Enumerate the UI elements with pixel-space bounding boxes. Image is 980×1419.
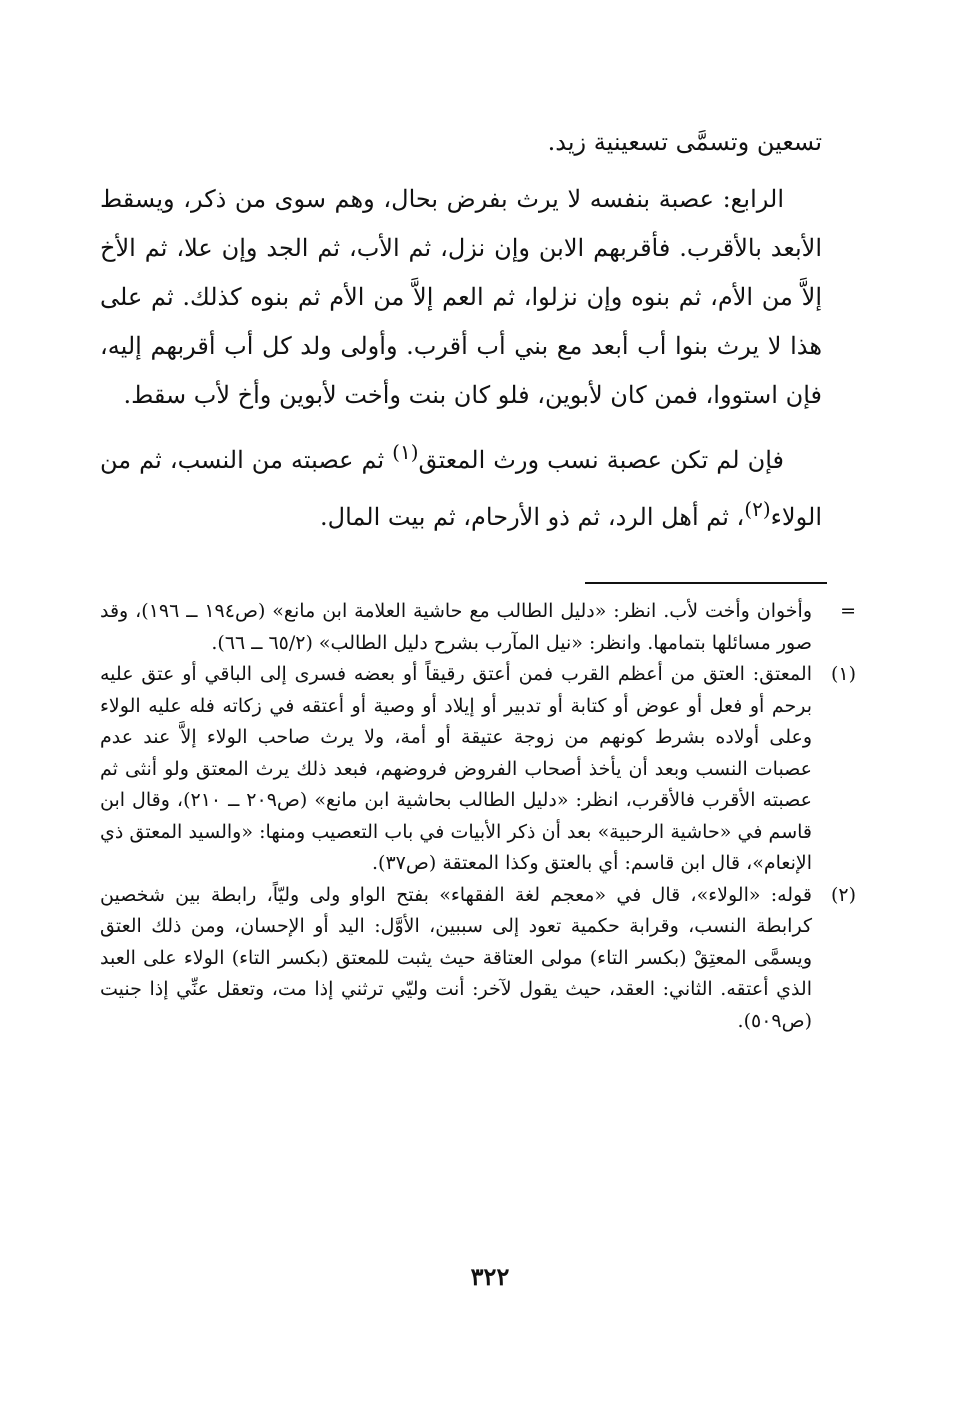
footnote-1-mark: (١)	[830, 663, 856, 685]
paragraph-part-a: فإن لم تكن عصبة نسب ورث المعتق	[418, 446, 784, 474]
continuation-mark: =	[840, 600, 856, 622]
footnote-2-mark: (٢)	[830, 883, 856, 906]
continuation-text: وأخوان وأخت لأب. انظر: «دليل الطالب مع حاشية العلامة ابن مانع» (ص١٩٤ ــ ١٩٦)، وقد صور مسائلها بتمامها. وانظر: «نيل المآرب بشرح دليل الطالب» (٦٥/٢ ــ ٦٦).	[100, 600, 812, 654]
footnote-1	[100, 659, 856, 880]
footnote-continuation	[100, 596, 856, 659]
footnote-2-text: قوله: «الولاء»، قال في «معجم لغة الفقهاء» بفتح الواو ولى وليّاً، رابطة بين شخصين كرابطة النسب، وقرابة حكمية تعود إلى سببين، الأوَّل: اليد أو الإحسان، ومن ذلك العتق ويسمَّى المعتِقْ (بكسر التاء) مولى العتاقة حيث يثبت للمعتق (بكسر التاء) الولاء على العبد الذي أعتقه. الثاني: العقد، حيث يقول لآخر: أنت وليّي ترثني إذا مت، وتعقل عنِّي إذا جنيت (ص٥٠٩).	[100, 883, 812, 1032]
page-number: ٣٢٢	[470, 1262, 510, 1291]
footnote-separator	[585, 582, 827, 584]
footnote-1-text: المعتق: العتق من أعظم القرب فمن أعتق رقيقاً أو بعضه فسرى إلى الباقي أو عتق عليه برحم أو فعل أو عوض أو كتابة أو تدبير أو إيلاد أو وصية أو أعتقه في زكاته فله عليه الولاء وعلى أولاده بشرط كونهم من زوجة عتيقة أو أمة، ولا يرث صاحب الولاء إلاَّ عند عدم عصبات النسب وبعد أن يأخذ أصحاب الفروض فروضهم، فبعد ذلك يرث المعتق ولو أنثى ثم عصبته الأقرب فالأقرب، انظر: «دليل الطالب بحاشية ابن مانع» (ص٢٠٩ ــ ٢١٠)، وقال ابن قاسم في «حاشية الرحبية» بعد أن ذكر الأبيات في باب التعصيب ومنها: «والسيد المعتق ذي الإنعام»، قال ابن قاسم: أي بالعتق وكذا المعتقة (ص٣٧).	[100, 663, 812, 874]
opening-line: تسعين وتسمَّى تسعينية زيد.	[547, 128, 822, 156]
paragraph-part-b: ثم عصبته من النسب، ثم من الولاء	[100, 446, 822, 531]
footnote-2	[100, 880, 856, 1038]
footnotes	[100, 596, 856, 1037]
main-text	[100, 118, 822, 542]
footnote-ref-1: (١)	[392, 440, 419, 464]
footnote-ref-2: (٢)	[744, 497, 771, 521]
paragraph-fourth-heir: الرابع: عصبة بنفسه لا يرث بفرض بحال، وهم سوى من ذكر، ويسقط الأبعد بالأقرب. فأقربهم الابن وإن نزل، ثم الأب، ثم الجد وإن علا، ثم الأخ إلاَّ من الأم، ثم بنوه وإن نزلوا، ثم العم إلاَّ من الأم ثم بنوه كذلك. ثم على هذا لا يرث بنوا أب أبعد مع بني أب أقرب. وأولى ولد كل أب أقربهم إليه، فإن استووا، فمن كان لأبوين، فلو كان بنت وأخت لأبوين وأخ لأب سقط.	[100, 185, 822, 409]
paragraph-succession-order	[100, 428, 822, 542]
paragraph-part-c: ، ثم أهل الرد، ثم ذو الأرحام، ثم بيت المال.	[320, 503, 745, 531]
